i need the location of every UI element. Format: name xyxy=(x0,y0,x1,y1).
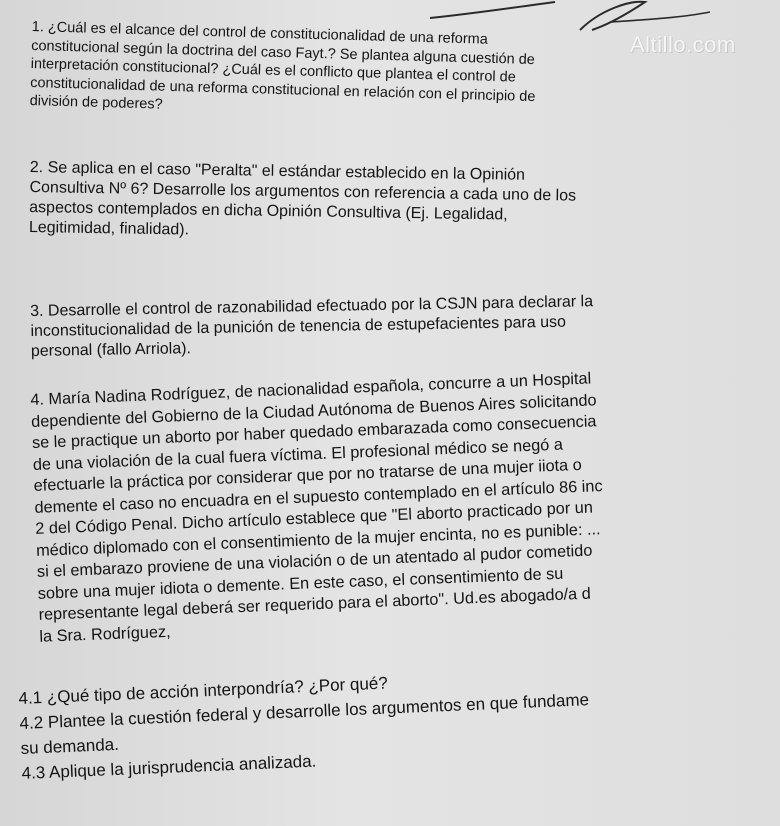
question-2: 2. Se aplica en el caso "Peralta" el estándar establecido en la Opinión Consultiva Nº 6? Desarrolle los argumentos con referencia a cada uno de los aspectos contemplados en dicha Opinión Consultiva (Ej. Legalidad, Legitimidad, finalidad). xyxy=(28,158,577,239)
question-3: 3. Desarrolle el control de razonabilidad efectuado por la CSJN para declarar la inconstitucionalidad de la punición de tenencia de estupefacientes para uso personal (fallo Arriola). xyxy=(30,293,594,360)
question-1: 1. ¿Cuál es el alcance del control de constitucionalidad de una reforma constitucional según la doctrina del caso Fayt.? Se plantea alguna cuestión de interpretación constitucional? ¿Cuál es el conflicto que plantea el control de constitucionalidad de una reforma constitucional en relación con el principio de división de poderes? xyxy=(29,18,536,113)
question-4-subitems: 4.1 ¿Qué tipo de acción interpondría? ¿Por qué? 4.2 Plantee la cuestión federal y desarrolle los argumentos en que fundame su demanda. 4.3 Aplique la jurisprudencia analizada. xyxy=(18,673,590,783)
watermark-logo: Altillo.com xyxy=(630,32,736,57)
question-4: 4. María Nadina Rodríguez, de nacionalidad española, concurre a un Hospital dependiente del Gobierno de la Ciudad Autónoma de Buenos Aires solicitando se le practique un aborto por haber quedado embarazada como consecuencia de una violación de la cual fuera víctima. El profesional médico se negó a efectuarle la práctica por considerar que por no tratarse de una mujer iiota o demente el caso no encuadra en el supuesto contemplado en el artículo 86 inc 2 del Código Penal. Dicho artículo establece que "El aborto practicado por un médico diplomado con el consentimiento de la mujer encinta, no es punible: ... si el embarazo proviene de una violación o de un atentado al pudor cometido sobre una mujer idiota o demente. En este caso, el consentimiento de su representante legal deberá ser requerido para el aborto". Ud.es abogado/a d la Sra. Rodríguez, xyxy=(30,369,603,646)
